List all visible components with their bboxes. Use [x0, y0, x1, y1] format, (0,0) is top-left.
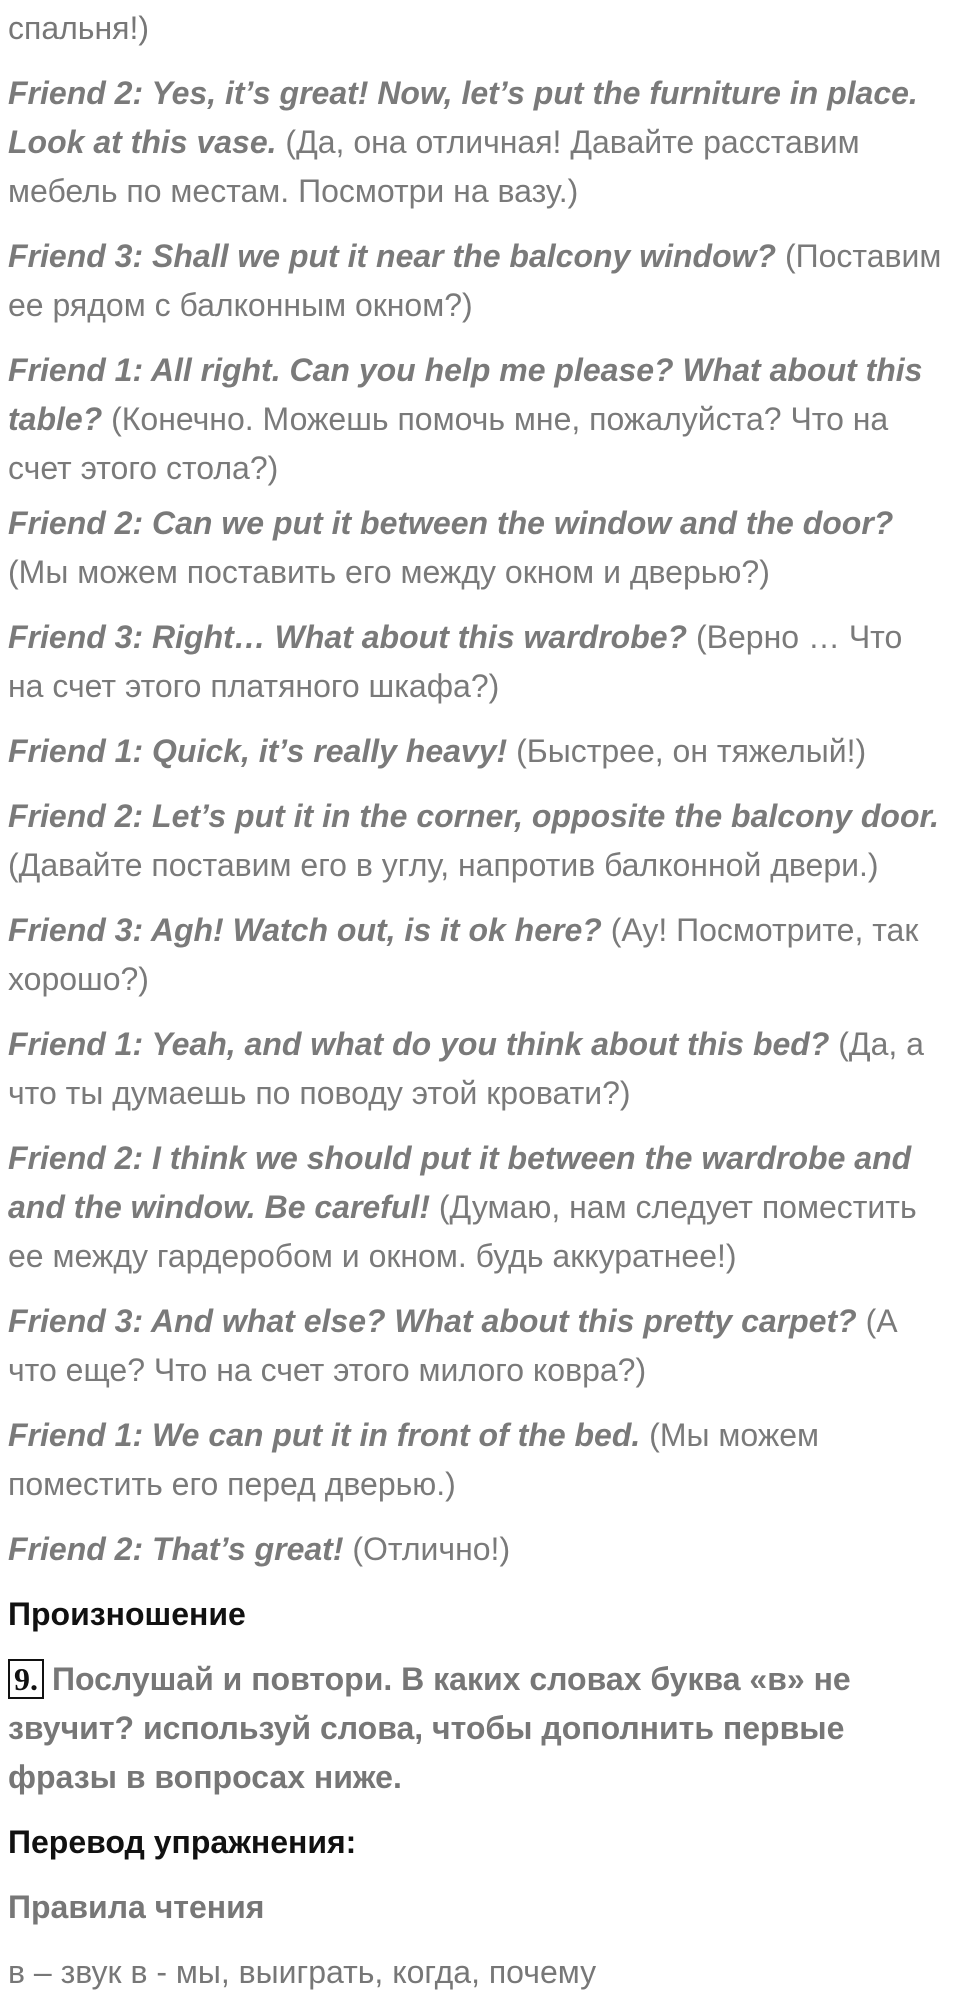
- dialogue-line: [8, 1020, 944, 1118]
- dialogue-english: Friend 1: Yeah, and what do you think about this bed?: [8, 1026, 830, 1062]
- dialogue-english: Friend 3: Agh! Watch out, is it ok here?: [8, 912, 602, 948]
- dialogue-english: Friend 3: Shall we put it near the balcony window?: [8, 238, 777, 274]
- dialogue-line: [8, 792, 944, 890]
- translation-heading: Перевод упражнения:: [8, 1824, 357, 1860]
- dialogue-english: Friend 2: Let’s put it in the corner, opposite the balcony door.: [8, 798, 940, 834]
- dialogue-english: Friend 1: All right. Can you help me please? What about this table?: [8, 352, 923, 437]
- dialogue-translation: (Думаю, нам следует поместить ее между гардеробом и окном. будь аккуратнее!): [8, 1189, 917, 1274]
- dialogue-line: [8, 232, 944, 330]
- dialogue-english: Friend 3: And what else? What about this pretty carpet?: [8, 1303, 857, 1339]
- dialogue-translation: (Мы можем поставить его между окном и дверью?): [8, 554, 770, 590]
- dialogue-translation: (Давайте поставим его в углу, напротив балконной двери.): [8, 847, 879, 883]
- dialogue-translation: (Да, а что ты думаешь по поводу этой кровати?): [8, 1026, 924, 1111]
- dialogue-english: Friend 2: I think we should put it between the wardrobe and and the window. Be careful!: [8, 1140, 912, 1225]
- dialogue-translation: (Быстрее, он тяжелый!): [516, 733, 867, 769]
- dialogue-english: Friend 3: Right… What about this wardrobe?: [8, 619, 688, 655]
- dialogue-english: Friend 1: Quick, it’s really heavy!: [8, 733, 508, 769]
- exercise-number-badge: 9.: [8, 1659, 44, 1699]
- dialogue-translation: (Отлично!): [352, 1531, 511, 1567]
- dialogue-line: [8, 906, 944, 1004]
- dialogue-translation: (Мы можем поместить его перед дверью.): [8, 1417, 820, 1502]
- dialogue-line: [8, 1525, 944, 1574]
- dialogue-line: [8, 69, 944, 216]
- exercise-text: Послушай и повтори. В каких словах буква «в» не звучит? используй слова, чтобы дополнить первые фразы в вопросах ниже.: [8, 1661, 851, 1795]
- lead-fragment: спальня!): [8, 10, 150, 46]
- rules-heading: Правила чтения: [8, 1889, 265, 1925]
- dialogue-translation: (А что еще? Что на счет этого милого ковра?): [8, 1303, 898, 1388]
- exercise-task: [8, 1655, 944, 1802]
- dialogue-english: Friend 2: That’s great!: [8, 1531, 344, 1567]
- section-heading: Произношение: [8, 1596, 246, 1632]
- dialogue-english: Friend 2: Can we put it between the window and the door?: [8, 505, 894, 541]
- dialogue-line: [8, 1411, 944, 1509]
- dialogue-translation: (Поставим ее рядом с балконным окном?): [8, 238, 942, 323]
- dialogue-translation: (Верно … Что на счет этого платяного шкафа?): [8, 619, 903, 704]
- dialogue-translation: (Ау! Посмотрите, так хорошо?): [8, 912, 919, 997]
- dialogue-english: Friend 1: We can put it in front of the bed.: [8, 1417, 641, 1453]
- dialogue-line: [8, 346, 944, 493]
- dialogue-english: Friend 2: Yes, it’s great! Now, let’s put the furniture in place. Look at this vase.: [8, 75, 918, 160]
- dialogue-line: [8, 499, 944, 597]
- dialogue-line: [8, 727, 944, 776]
- rule-line: в – звук в - мы, выиграть, когда, почему: [8, 1954, 597, 1990]
- dialogue-line: [8, 1134, 944, 1281]
- dialogue-line: [8, 613, 944, 711]
- dialogue-translation: (Да, она отличная! Давайте расставим мебель по местам. Посмотри на вазу.): [8, 124, 860, 209]
- dialogue-line: [8, 1297, 944, 1395]
- dialogue-translation: (Конечно. Можешь помочь мне, пожалуйста? Что на счет этого стола?): [8, 401, 889, 486]
